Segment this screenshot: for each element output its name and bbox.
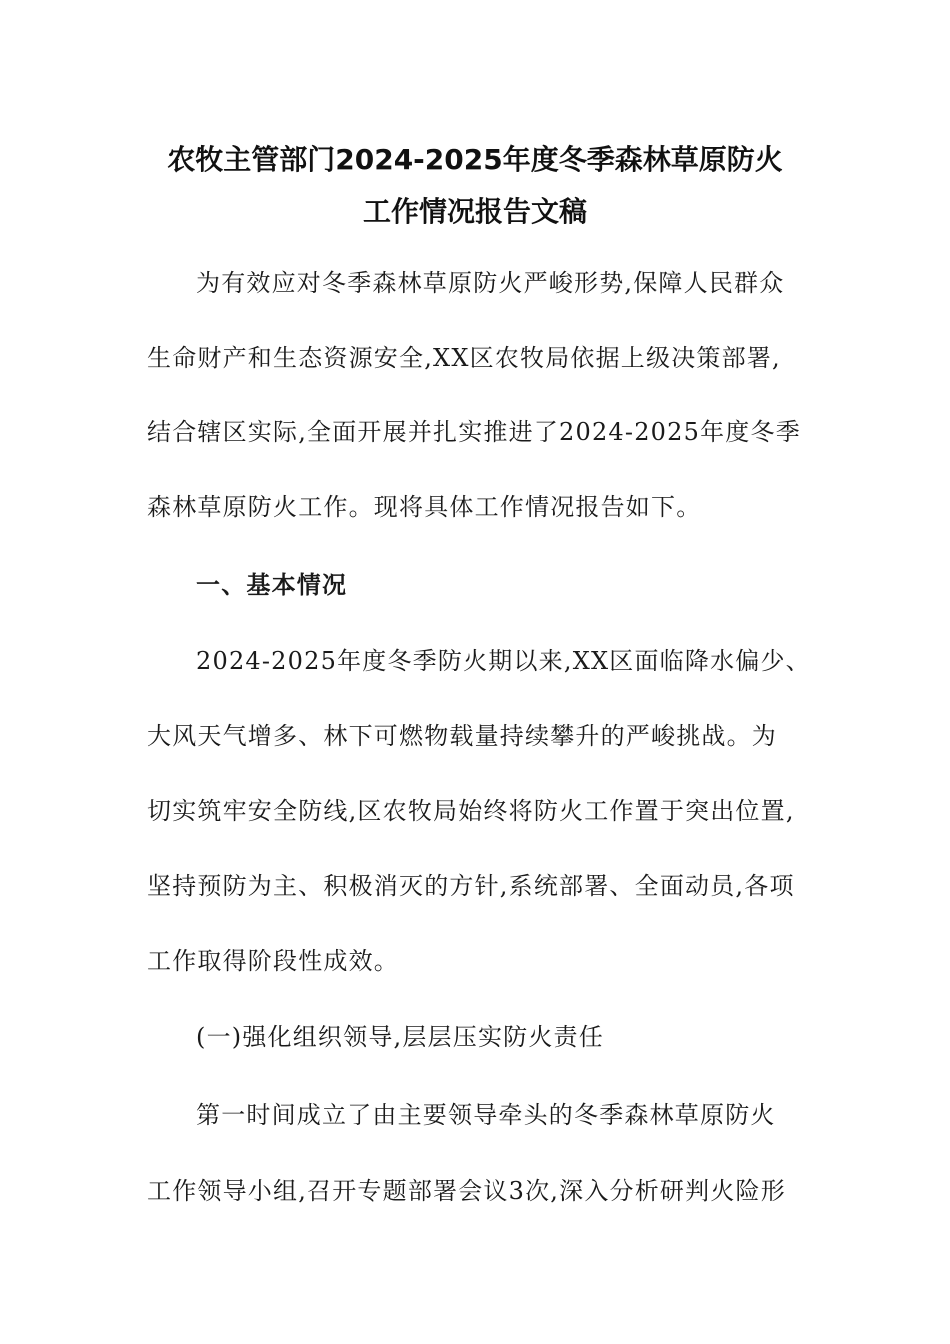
body-line: 第一时间成立了由主要领导牵头的冬季森林草原防火	[196, 1101, 776, 1129]
document-title-line-1: 农牧主管部门2024-2025年度冬季森林草原防火	[167, 143, 783, 176]
section-heading: 一、基本情况	[196, 570, 348, 599]
body-line: 工作取得阶段性成效。	[147, 947, 399, 975]
body-line: 2024-2025年度冬季防火期以来,XX区面临降水偏少、	[196, 647, 811, 675]
subsection-heading: (一)强化组织领导,层层压实防火责任	[196, 1023, 604, 1051]
body-line: 为有效应对冬季森林草原防火严峻形势,保障人民群众	[196, 269, 785, 297]
body-line: 生命财产和生态资源安全,XX区农牧局依据上级决策部署,	[147, 344, 781, 372]
body-line: 工作领导小组,召开专题部署会议3次,深入分析研判火险形	[147, 1177, 786, 1205]
body-line: 坚持预防为主、积极消灭的方针,系统部署、全面动员,各项	[147, 872, 795, 900]
body-line: 切实筑牢安全防线,区农牧局始终将防火工作置于突出位置,	[147, 797, 795, 825]
body-line: 森林草原防火工作。现将具体工作情况报告如下。	[147, 493, 702, 521]
body-line: 结合辖区实际,全面开展并扎实推进了2024-2025年度冬季	[147, 418, 801, 446]
body-line: 大风天气增多、林下可燃物载量持续攀升的严峻挑战。为	[147, 722, 777, 750]
document-title-line-2: 工作情况报告文稿	[362, 195, 587, 228]
